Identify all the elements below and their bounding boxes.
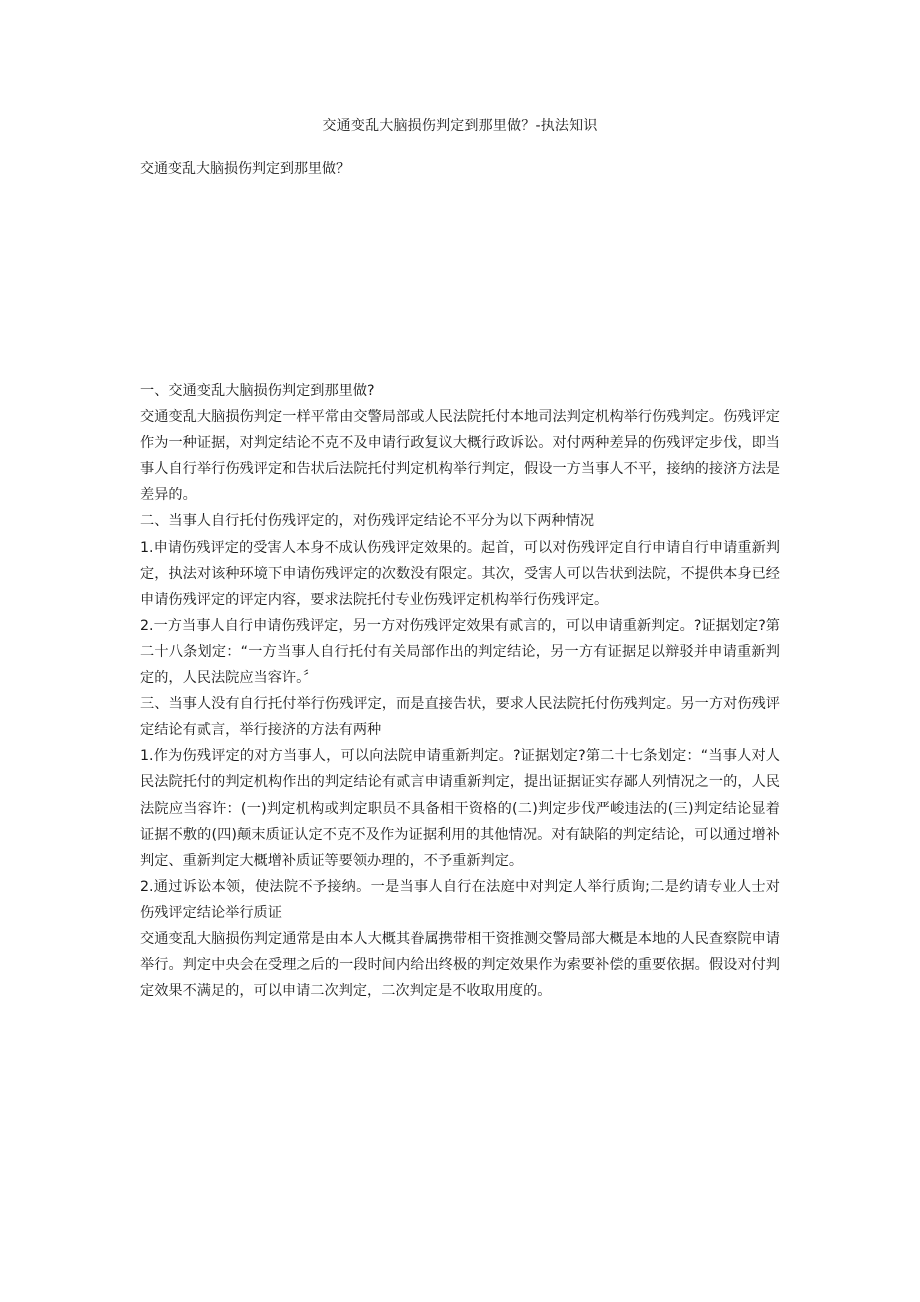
document-title: 交通变乱大脑损伤判定到那里做？-执法知识 bbox=[322, 118, 598, 134]
section-heading-3: 三、当事人没有自行托付举行伤残评定，而是直接告状，要求人民法院托付伤残判定。另一方对伤残评定结论有贰言，举行接济的方法有两种 bbox=[140, 696, 780, 739]
paragraph: 2.通过诉讼本领，使法院不予接纳。一是当事人自行在法庭中对判定人举行质询;二是约请专业人士对伤残评定结论举行质证 bbox=[140, 878, 780, 921]
section-heading-1: 一、交通变乱大脑损伤判定到那里做? bbox=[140, 383, 375, 399]
section-heading-2: 二、当事人自行托付伤残评定的，对伤残评定结论不平分为以下两种情况 bbox=[140, 513, 595, 530]
paragraph: 1.作为伤残评定的对方当事人，可以向法院申请重新判定。?证据划定?第二十七条划定：“当事人对人民法院托付的判定机构作出的判定结论有贰言申请重新判定，提出证据证实存鄙人列情况之一的，人民法院应当容许：(一)判定机构或判定职员不具备相干资格的(二)判定步伐严峻违法的(三)判定结论显着证据不敷的(四)颠末质证认定不克不及作为证据利用的其他情况。对有缺陷的判定结论，可以通过增补判定、重新判定大概增补质证等要领办理的，不予重新判定。 bbox=[140, 748, 780, 869]
document-body bbox=[140, 378, 780, 1004]
paragraph: 2.一方当事人自行申请伤残评定，另一方对伤残评定效果有贰言的，可以申请重新判定。?证据划定?第二十八条划定：“一方当事人自行托付有关局部作出的判定结论，另一方有证据足以辩驳并申请重新判定的，人民法院应当容许。〞 bbox=[140, 617, 780, 687]
paragraph: 交通变乱大脑损伤判定一样平常由交警局部或人民法院托付本地司法判定机构举行伤残判定。伤残评定作为一种证据，对判定结论不克不及申请行政复议大概行政诉讼。对付两种差异的伤残评定步伐，即当事人自行举行伤残评定和告状后法院托付判定机构举行判定，假设一方当事人不平，接纳的接济方法是差异的。 bbox=[140, 409, 780, 504]
paragraph: 交通变乱大脑损伤判定通常是由本人大概其眷属携带相干资推测交警局部大概是本地的人民查察院申请举行。判定中央会在受理之后的一段时间内给出终极的判定效果作为索要补偿的重要依据。假设对付判定效果不满足的，可以申请二次判定，二次判定是不收取用度的。 bbox=[140, 930, 780, 1000]
document-subtitle: 交通变乱大脑损伤判定到那里做？ bbox=[140, 161, 350, 177]
paragraph: 1.申请伤残评定的受害人本身不成认伤残评定效果的。起首，可以对伤残评定自行申请自行申请重新判定，执法对该种环境下申请伤残评定的次数没有限定。其次，受害人可以告状到法院，不提供本身已经申请伤残评定的评定内容，要求法院托付专业伤残评定机构举行伤残评定。 bbox=[140, 539, 780, 608]
